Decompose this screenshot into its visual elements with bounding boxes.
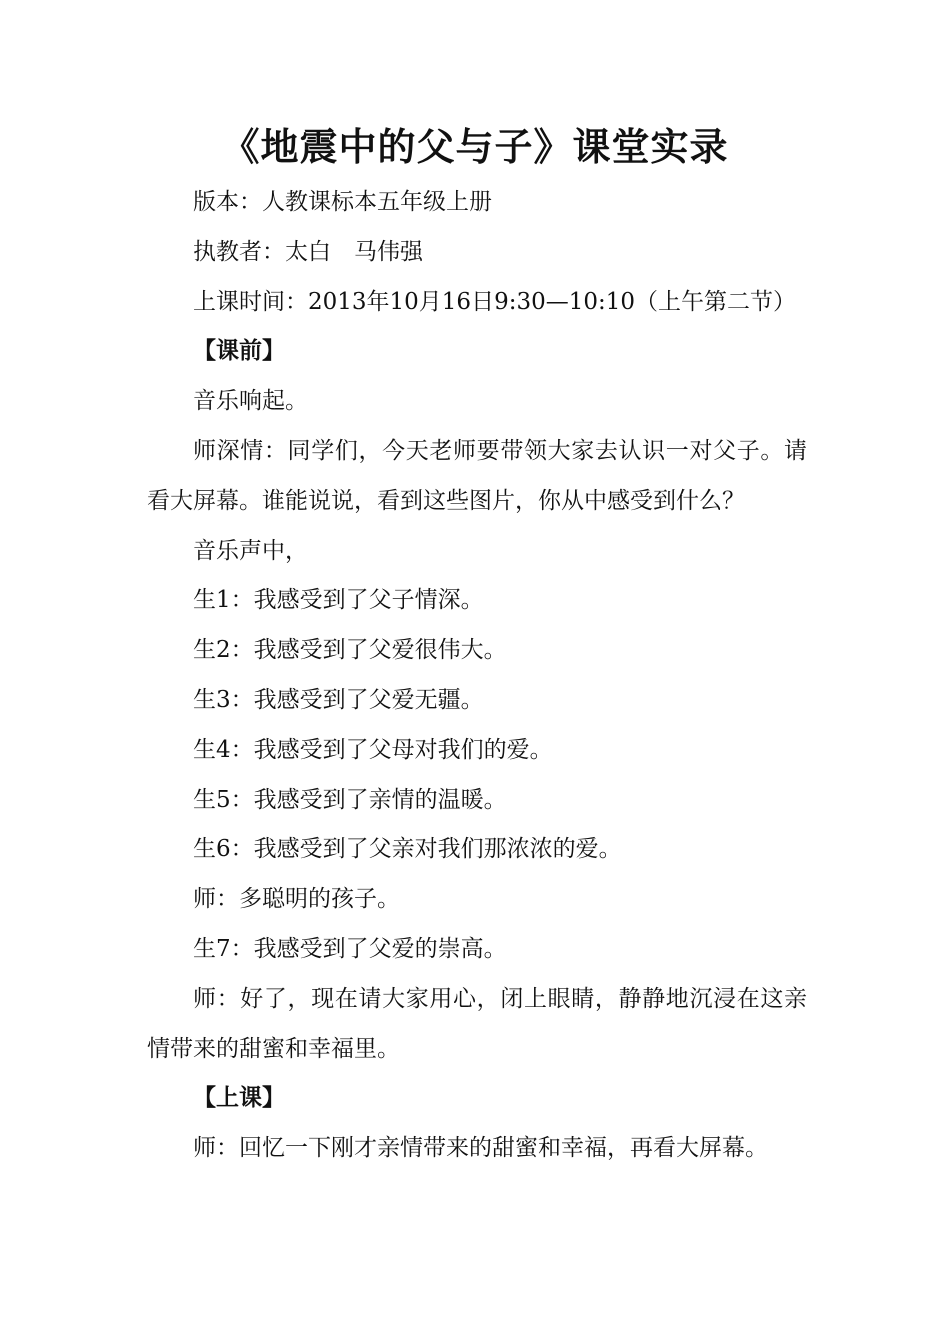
body-paragraph: 生2：我感受到了父爱很伟大。 [193,637,507,664]
body-paragraph: 师深情：同学们，今天老师要带领大家去认识一对父子。请看大屏幕。谁能说说，看到这些图片，你从中感受到什么？ [147,437,807,514]
section-heading: 【课前】 [193,338,285,365]
body-paragraph: 版本：人教课标本五年级上册 [193,189,492,215]
body-paragraph: 音乐响起。 [193,388,308,415]
body-paragraph: 生7：我感受到了父爱的崇高。 [193,935,507,962]
body-paragraph: 生4：我感受到了父母对我们的爱。 [193,736,553,763]
body-paragraph: 师：多聪明的孩子。 [193,886,400,913]
body-paragraph: 生5：我感受到了亲情的温暖。 [193,786,507,813]
body-paragraph: 师：回忆一下刚才亲情带来的甜蜜和幸福，再看大屏幕。 [193,1135,768,1162]
body-paragraph: 音乐声中， [193,537,308,564]
body-paragraph: 上课时间：2013年10月16日9:30—10:10（上午第二节） [193,288,796,315]
body-paragraph: 师：好了，现在请大家用心，闭上眼睛，静静地沉浸在这亲情带来的甜蜜和幸福里。 [147,985,807,1062]
body-paragraph: 生6：我感受到了父亲对我们那浓浓的爱。 [193,836,622,863]
body-paragraph: 生3：我感受到了父爱无疆。 [193,686,484,713]
document-body [147,178,807,1174]
document-title: 《地震中的父与子》课堂实录 [221,125,729,169]
body-paragraph: 生1：我感受到了父子情深。 [193,587,484,614]
body-paragraph: 执教者：太白 马伟强 [193,238,423,265]
section-heading: 【上课】 [193,1085,285,1112]
